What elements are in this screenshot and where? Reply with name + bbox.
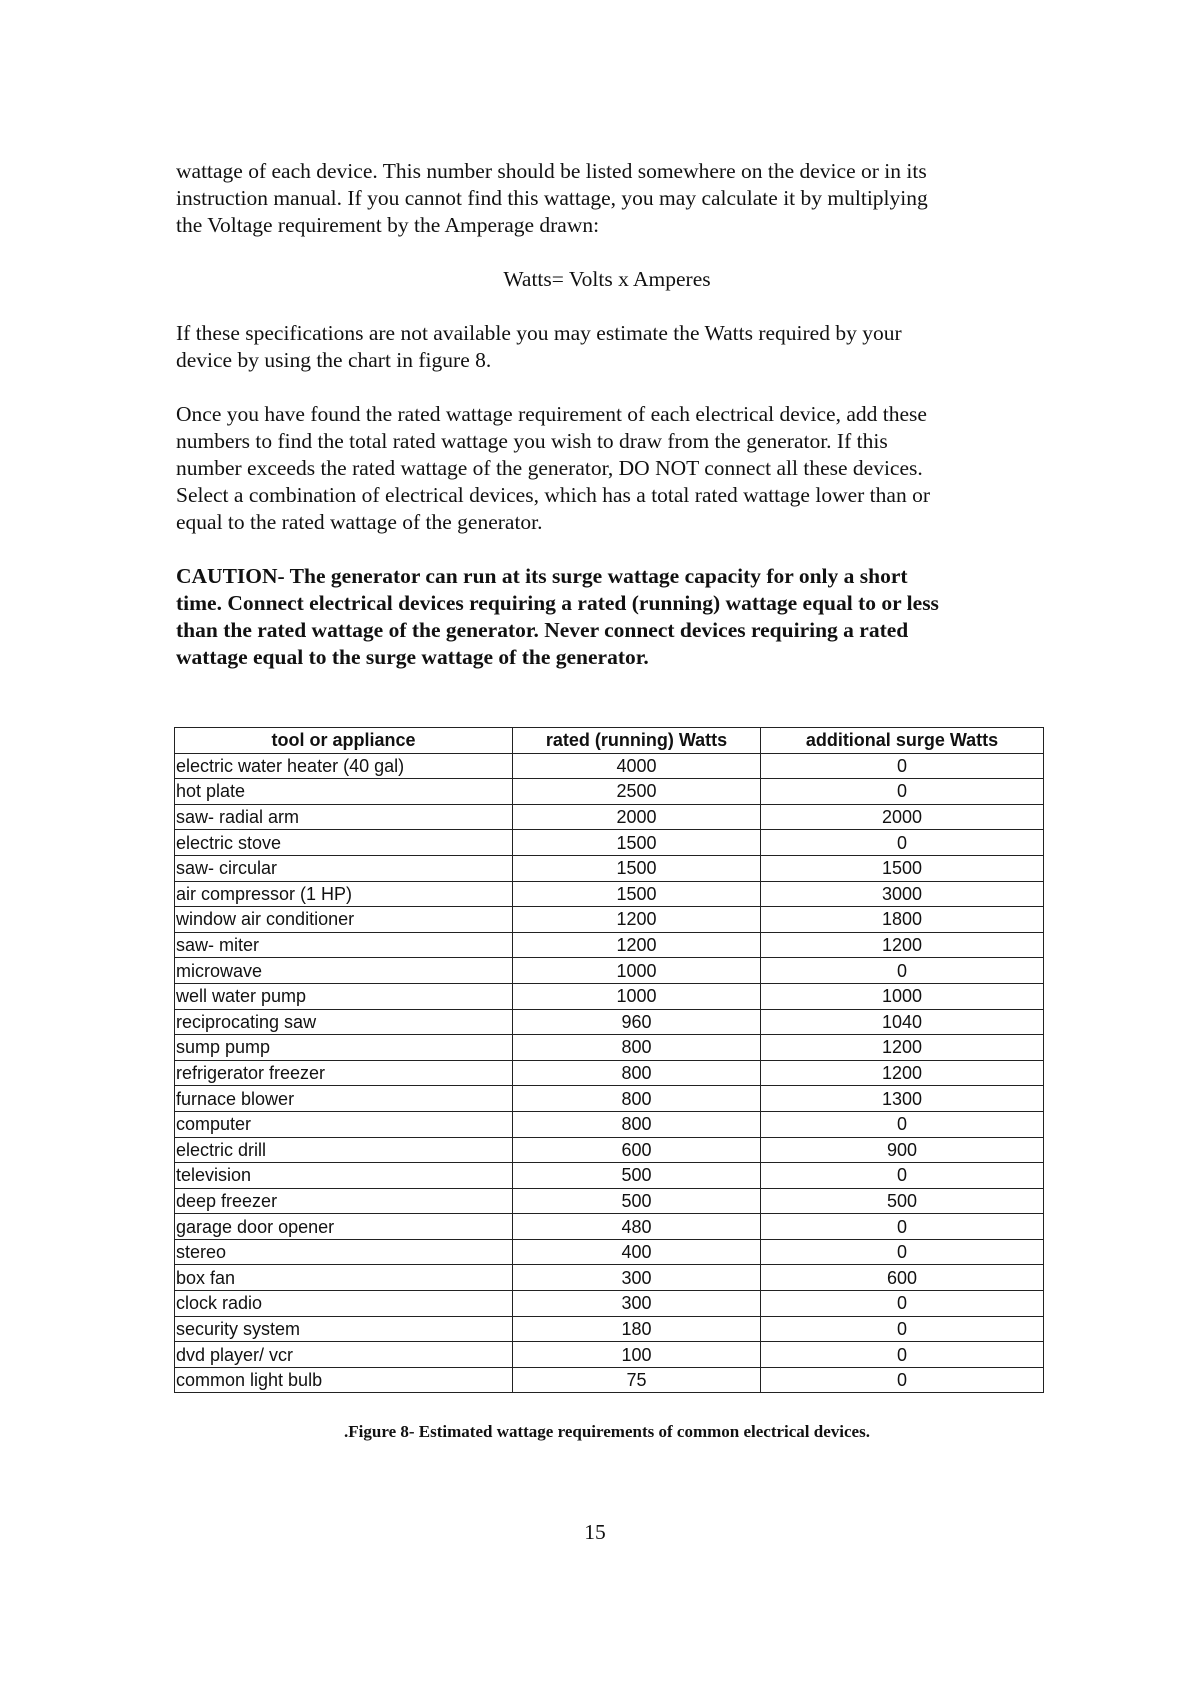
appliance-cell: hot plate <box>175 779 513 805</box>
table-row <box>175 1060 1044 1086</box>
table-row <box>175 1291 1044 1317</box>
appliance-cell: garage door opener <box>175 1214 513 1240</box>
surge-watts-cell: 0 <box>761 830 1044 856</box>
table-row <box>175 1111 1044 1137</box>
table-row <box>175 932 1044 958</box>
rated-watts-cell: 4000 <box>513 753 761 779</box>
rated-watts-cell: 800 <box>513 1086 761 1112</box>
rated-watts-cell: 800 <box>513 1111 761 1137</box>
appliance-cell: well water pump <box>175 983 513 1009</box>
surge-watts-cell: 900 <box>761 1137 1044 1163</box>
rated-watts-cell: 800 <box>513 1035 761 1061</box>
text-line: device by using the chart in figure 8. <box>176 348 492 372</box>
table-row <box>175 1188 1044 1214</box>
rated-watts-cell: 1000 <box>513 983 761 1009</box>
surge-watts-cell: 3000 <box>761 881 1044 907</box>
appliance-cell: saw- miter <box>175 932 513 958</box>
surge-watts-cell: 1200 <box>761 1035 1044 1061</box>
table-row <box>175 1137 1044 1163</box>
rated-watts-cell: 1200 <box>513 932 761 958</box>
surge-watts-cell: 0 <box>761 753 1044 779</box>
surge-watts-cell: 0 <box>761 958 1044 984</box>
rated-watts-cell: 1500 <box>513 855 761 881</box>
surge-watts-cell: 500 <box>761 1188 1044 1214</box>
surge-watts-cell: 1040 <box>761 1009 1044 1035</box>
appliance-cell: box fan <box>175 1265 513 1291</box>
table-row <box>175 1214 1044 1240</box>
appliance-cell: electric water heater (40 gal) <box>175 753 513 779</box>
formula: Watts= Volts x Amperes <box>503 267 711 291</box>
surge-watts-cell: 0 <box>761 1214 1044 1240</box>
table-row <box>175 1035 1044 1061</box>
page-body <box>176 158 1026 671</box>
column-header-appliance: tool or appliance <box>175 728 513 754</box>
surge-watts-cell: 1000 <box>761 983 1044 1009</box>
table-row <box>175 753 1044 779</box>
rated-watts-cell: 180 <box>513 1316 761 1342</box>
text-line: number exceeds the rated wattage of the generator, DO NOT connect all these devices. <box>176 456 923 480</box>
text-line: instruction manual. If you cannot find this wattage, you may calculate it by multiplying <box>176 186 928 210</box>
appliance-cell: security system <box>175 1316 513 1342</box>
page-number: 15 <box>584 1520 606 1544</box>
appliance-cell: electric drill <box>175 1137 513 1163</box>
text-line: CAUTION- The generator can run at its surge wattage capacity for only a short <box>176 564 908 588</box>
appliance-cell: sump pump <box>175 1035 513 1061</box>
text-line: than the rated wattage of the generator. Never connect devices requiring a rated <box>176 618 909 642</box>
table-row <box>175 1265 1044 1291</box>
surge-watts-cell: 0 <box>761 1291 1044 1317</box>
rated-watts-cell: 500 <box>513 1163 761 1189</box>
table-row <box>175 779 1044 805</box>
appliance-cell: common light bulb <box>175 1367 513 1393</box>
surge-watts-cell: 0 <box>761 1367 1044 1393</box>
surge-watts-cell: 0 <box>761 779 1044 805</box>
wattage-table <box>174 727 1044 1393</box>
appliance-cell: dvd player/ vcr <box>175 1342 513 1368</box>
surge-watts-cell: 1800 <box>761 907 1044 933</box>
rated-watts-cell: 2000 <box>513 804 761 830</box>
column-header-rated-watts: rated (running) Watts <box>513 728 761 754</box>
rated-watts-cell: 1200 <box>513 907 761 933</box>
paragraph-estimate <box>176 320 1026 374</box>
table-row <box>175 855 1044 881</box>
appliance-cell: furnace blower <box>175 1086 513 1112</box>
surge-watts-cell: 1500 <box>761 855 1044 881</box>
table-row <box>175 1086 1044 1112</box>
rated-watts-cell: 2500 <box>513 779 761 805</box>
table-row <box>175 983 1044 1009</box>
surge-watts-cell: 600 <box>761 1265 1044 1291</box>
table-row <box>175 1316 1044 1342</box>
text-line: wattage equal to the surge wattage of the generator. <box>176 645 649 669</box>
appliance-cell: deep freezer <box>175 1188 513 1214</box>
text-line: If these specifications are not available you may estimate the Watts required by your <box>176 321 902 345</box>
text-line: wattage of each device. This number should be listed somewhere on the device or in its <box>176 159 927 183</box>
table-header-row <box>175 728 1044 754</box>
table-row <box>175 881 1044 907</box>
appliance-cell: air compressor (1 HP) <box>175 881 513 907</box>
rated-watts-cell: 300 <box>513 1291 761 1317</box>
figure-caption: .Figure 8- Estimated wattage requirements of common electrical devices. <box>344 1422 870 1441</box>
rated-watts-cell: 480 <box>513 1214 761 1240</box>
appliance-cell: saw- radial arm <box>175 804 513 830</box>
table-row <box>175 1239 1044 1265</box>
text-line: the Voltage requirement by the Amperage drawn: <box>176 213 600 237</box>
surge-watts-cell: 2000 <box>761 804 1044 830</box>
paragraph-wattage-intro <box>176 158 1026 239</box>
surge-watts-cell: 1300 <box>761 1086 1044 1112</box>
caution-paragraph <box>176 563 1026 671</box>
table-row <box>175 1009 1044 1035</box>
rated-watts-cell: 1500 <box>513 881 761 907</box>
appliance-cell: window air conditioner <box>175 907 513 933</box>
text-line: Once you have found the rated wattage requirement of each electrical device, add these <box>176 402 927 426</box>
appliance-cell: computer <box>175 1111 513 1137</box>
rated-watts-cell: 100 <box>513 1342 761 1368</box>
surge-watts-cell: 0 <box>761 1163 1044 1189</box>
rated-watts-cell: 400 <box>513 1239 761 1265</box>
table-row <box>175 1163 1044 1189</box>
appliance-cell: clock radio <box>175 1291 513 1317</box>
paragraph-total-wattage <box>176 401 1026 536</box>
rated-watts-cell: 800 <box>513 1060 761 1086</box>
rated-watts-cell: 300 <box>513 1265 761 1291</box>
rated-watts-cell: 960 <box>513 1009 761 1035</box>
appliance-cell: refrigerator freezer <box>175 1060 513 1086</box>
table-row <box>175 804 1044 830</box>
rated-watts-cell: 1500 <box>513 830 761 856</box>
surge-watts-cell: 0 <box>761 1111 1044 1137</box>
rated-watts-cell: 75 <box>513 1367 761 1393</box>
table-row <box>175 1367 1044 1393</box>
rated-watts-cell: 500 <box>513 1188 761 1214</box>
appliance-cell: reciprocating saw <box>175 1009 513 1035</box>
table-row <box>175 907 1044 933</box>
appliance-cell: microwave <box>175 958 513 984</box>
text-line: equal to the rated wattage of the generator. <box>176 510 543 534</box>
text-line: Select a combination of electrical devices, which has a total rated wattage lower than or <box>176 483 930 507</box>
surge-watts-cell: 0 <box>761 1316 1044 1342</box>
appliance-cell: television <box>175 1163 513 1189</box>
rated-watts-cell: 600 <box>513 1137 761 1163</box>
table-row <box>175 1342 1044 1368</box>
appliance-cell: saw- circular <box>175 855 513 881</box>
table-row <box>175 830 1044 856</box>
appliance-cell: electric stove <box>175 830 513 856</box>
column-header-surge-watts: additional surge Watts <box>761 728 1044 754</box>
surge-watts-cell: 1200 <box>761 932 1044 958</box>
text-line: time. Connect electrical devices requiring a rated (running) wattage equal to or less <box>176 591 939 615</box>
table-row <box>175 958 1044 984</box>
rated-watts-cell: 1000 <box>513 958 761 984</box>
surge-watts-cell: 0 <box>761 1239 1044 1265</box>
surge-watts-cell: 0 <box>761 1342 1044 1368</box>
text-line: numbers to find the total rated wattage you wish to draw from the generator. If this <box>176 429 888 453</box>
appliance-cell: stereo <box>175 1239 513 1265</box>
surge-watts-cell: 1200 <box>761 1060 1044 1086</box>
